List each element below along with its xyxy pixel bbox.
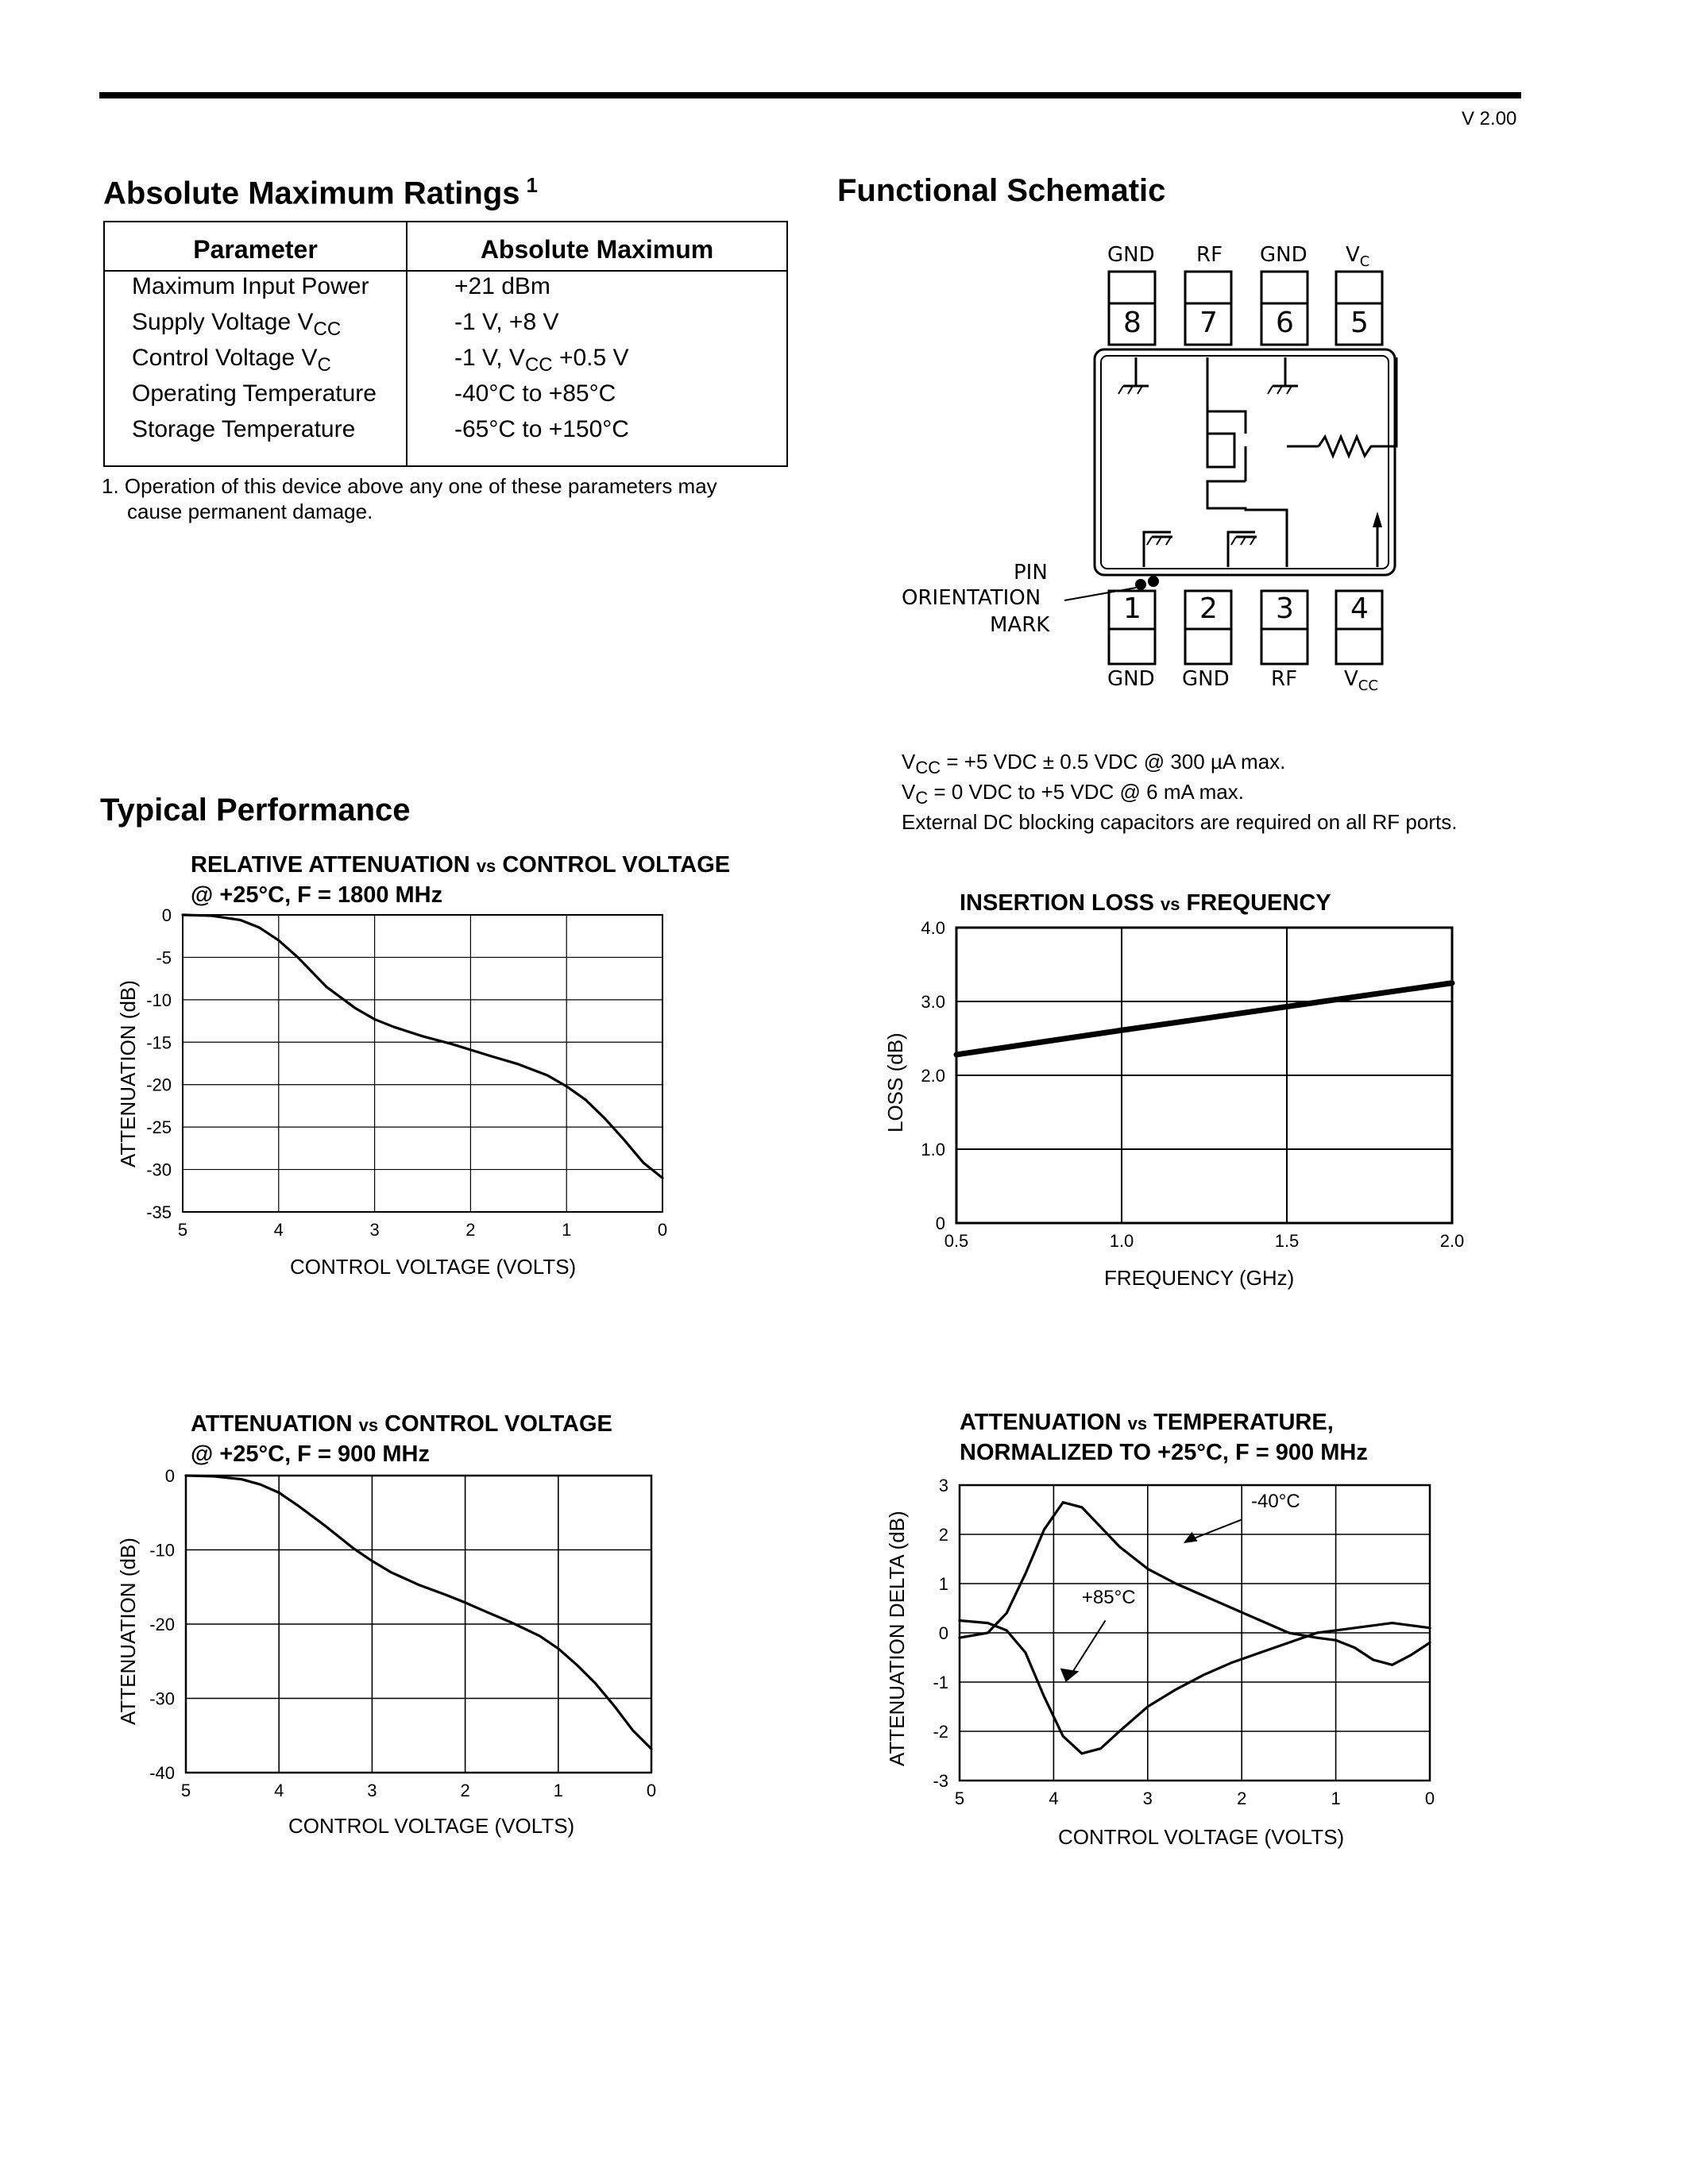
column-header-absolute-maximum: Absolute Maximum [480,235,714,264]
x-tick-label: 3 [369,1220,380,1240]
y-tick-label: 0 [935,1214,945,1233]
chart3-xlabel: CONTROL VOLTAGE (VOLTS) [288,1814,575,1838]
pin6-number: 6 [1276,307,1294,339]
series-line [186,1476,651,1749]
x-tick-label: 1.5 [1274,1231,1300,1251]
x-tick-label: 2 [460,1781,470,1800]
pin7-label: RF [1196,243,1223,267]
pin1-number: 1 [1123,592,1141,625]
y-tick-label: -2 [933,1722,948,1742]
orientation-label-mark: MARK [990,613,1050,637]
chart3-title: ATTENUATION vs CONTROL VOLTAGE [191,1411,612,1437]
pin3-number: 3 [1276,592,1294,625]
x-tick-label: 4 [274,1781,284,1800]
chart4-title: ATTENUATION vs TEMPERATURE, [960,1410,1334,1435]
pin8-number: 8 [1123,307,1141,339]
chart1-subtitle: @ +25°C, F = 1800 MHz [191,882,443,908]
spec-vcc: $V_{CC} = +5$ VDC ± 0.5 VDC @ 300 µA max. [902,750,1286,778]
x-tick-label: 2 [465,1220,476,1240]
chart4-plot [933,1476,1435,1808]
x-tick-label: 4 [1049,1788,1059,1808]
chart4-svg [933,1476,1435,1808]
spec-vc: $V_C = 0$ VDC to +5 VDC @ 6 mA max. [902,780,1244,808]
pin2-label: GND [1182,667,1230,691]
y-tick-label: -25 [146,1117,172,1138]
table-row: Storage Temperature -65°C to +150°C [132,416,629,442]
y-tick-label: 2.0 [921,1066,945,1086]
chart2-plot [921,918,1465,1251]
pin3-label: RF [1271,667,1298,691]
table-row: Operating Temperature -40°C to +85°C [132,380,616,407]
x-tick-label: 1.0 [1109,1231,1134,1251]
y-tick-label: 1 [938,1574,948,1594]
y-tick-label: -30 [146,1160,172,1180]
series-line [183,915,662,1178]
pin5-label: $V_C$ [1346,243,1370,271]
series-line [960,1621,1430,1754]
y-tick-label: -10 [146,990,172,1010]
table-row: Maximum Input Power +21 dBm [132,273,550,299]
pin4-label: $V_{CC}$ [1344,667,1378,695]
x-tick-label: 3 [1142,1788,1153,1808]
y-tick-label: -10 [149,1540,175,1561]
pin1-label: GND [1107,667,1155,691]
y-tick-label: 1.0 [921,1140,945,1160]
x-tick-label: 2 [1237,1788,1247,1808]
y-tick-label: 0 [938,1623,948,1643]
orientation-label-orientation: ORIENTATION [902,586,1041,610]
series-line [956,983,1452,1055]
table-row: Supply Voltage $V_{CC}$ -1 V, +8 V [132,309,559,340]
x-tick-label: 1 [1331,1788,1341,1808]
y-tick-label: -35 [146,1202,172,1222]
chart4-xlabel: CONTROL VOLTAGE (VOLTS) [1058,1825,1345,1849]
pin8-label: GND [1107,243,1155,267]
pin6-label: GND [1260,243,1308,267]
x-tick-label: 5 [954,1788,965,1808]
chart3-plot [149,1466,657,1800]
chart1-plot [146,905,668,1240]
y-tick-label: 4.0 [921,918,945,938]
pin2-number: 2 [1199,592,1218,625]
x-tick-label: 0 [1424,1788,1435,1808]
ratings-footnote: 1. Operation of this device above any one of these parameters may cause permanent damage. [102,474,717,523]
ratings-table [103,221,788,467]
chart1-svg [146,905,668,1240]
chart3-svg [149,1466,657,1800]
x-tick-label: 1 [562,1220,572,1240]
x-tick-label: 1 [553,1781,563,1800]
ratings-title: Absolute Maximum Ratings $^1$ [103,173,538,211]
x-tick-label: 2.0 [1439,1231,1465,1251]
annotation-minus40: -40°C [1251,1490,1300,1512]
annotation-arrowhead [1060,1669,1080,1682]
pin5-number: 5 [1350,307,1369,339]
y-tick-label: 2 [938,1525,948,1545]
y-tick-label: -20 [149,1615,175,1634]
performance-title: Typical Performance [100,793,411,828]
spec-blocking-caps: External DC blocking capacitors are required on all RF ports. [902,810,1458,834]
chart2-title: INSERTION LOSS vs FREQUENCY [960,890,1331,916]
y-tick-label: -40 [149,1763,175,1783]
orientation-label-pin: PIN [1014,561,1048,585]
chart1-title: RELATIVE ATTENUATION vs CONTROL VOLTAGE [191,852,731,878]
chart2-svg [921,918,1465,1251]
y-tick-label: 0 [161,905,172,925]
x-tick-label: 0 [646,1781,657,1800]
x-tick-label: 3 [367,1781,377,1800]
x-tick-label: 5 [180,1781,191,1800]
x-tick-label: 4 [273,1220,284,1240]
y-tick-label: -20 [146,1075,172,1095]
table-row: Control Voltage $V_C$ -1 V, $V_{CC} +0.5$ V [132,345,629,376]
functional-schematic [874,238,1446,715]
chart2-ylabel: LOSS (dB) [883,1032,907,1133]
y-tick-label: 3.0 [921,992,945,1012]
y-tick-label: -5 [156,947,172,968]
x-tick-label: 0.5 [944,1231,969,1251]
x-tick-label: 5 [177,1220,188,1240]
chart3-ylabel: ATTENUATION (dB) [116,1538,140,1725]
chart1-xlabel: CONTROL VOLTAGE (VOLTS) [290,1255,577,1279]
pin4-number: 4 [1350,592,1369,625]
plot-frame [183,915,662,1212]
chart3-subtitle: @ +25°C, F = 900 MHz [191,1441,430,1467]
y-tick-label: -1 [933,1673,948,1692]
y-tick-label: -30 [149,1688,175,1709]
x-tick-label: 0 [657,1220,668,1240]
chart2-xlabel: FREQUENCY (GHz) [1104,1266,1295,1290]
y-tick-label: 0 [164,1466,175,1486]
column-header-parameter: Parameter [193,235,318,264]
annotation-plus85: +85°C [1081,1586,1136,1608]
header-rule [99,92,1521,98]
version-label: V 2.00 [1462,108,1517,129]
chart4-subtitle: NORMALIZED TO +25°C, F = 900 MHz [960,1440,1368,1465]
schematic-title: Functional Schematic [837,173,1166,208]
y-tick-label: -3 [933,1771,948,1791]
pin7-number: 7 [1199,307,1218,339]
chart4-ylabel: ATTENUATION DELTA (dB) [885,1511,909,1766]
y-tick-label: 3 [938,1476,948,1495]
y-tick-label: -15 [146,1032,172,1053]
chart1-ylabel: ATTENUATION (dB) [116,980,140,1167]
